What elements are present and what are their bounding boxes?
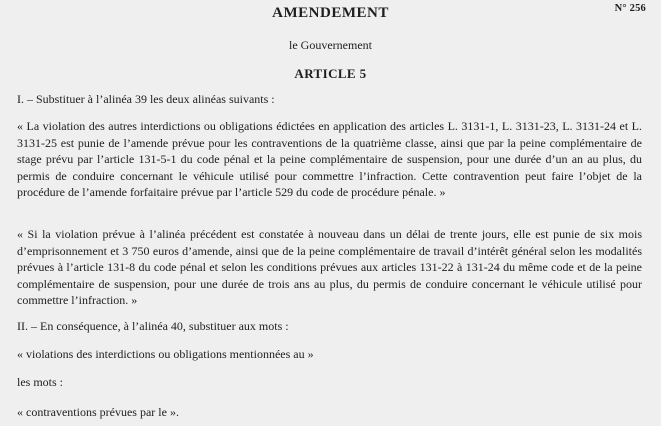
second-substituted-paragraph: « Si la violation prévue à l’alinéa précédent est constatée à nouveau dans un délai de trente jours, elle est punie de six mois d’emprisonnement et 3 750 euros d’amende, ainsi que de la peine complémentaire de travail d’intérêt général selon les modalités prévues à l’article 131-8 du code pénal et selon les conditions prévues aux articles 131-22 à 131-24 du même code et de la peine complémentaire de suspension, pour une durée de trois ans au plus, du permis de conduire concernant le véhicule utilisé pour commettre l’infraction. » <box>17 227 642 307</box>
first-substituted-paragraph: « La violation des autres interdictions ou obligations édictées en application des articles L. 3131-1, L. 3131-23, L. 3131-24 et L. 3131-25 est punie de l’amende prévue pour les contraventions de la quatrième classe, ainsi que par la peine complémentaire de stage prévu par l’article 131-5-1 du code pénal et la peine complémentaire de suspension, pour une durée d’un an au plus, du permis de conduire concernant le véhicule utilisé pour commettre l’infraction. Cette contravention peut faire l’objet de la procédure de l’amende forfaitaire prévue par l’article 529 du code de procédure pénale. » <box>17 119 642 199</box>
section-two-intro: II. – En conséquence, à l’alinéa 40, substituer aux mots : <box>17 319 289 333</box>
amendment-author: le Gouvernement <box>289 38 372 52</box>
article-heading: ARTICLE 5 <box>294 66 367 81</box>
document-title: AMENDEMENT <box>272 5 389 21</box>
amendment-number: N° 256 <box>614 3 646 14</box>
section-one-intro: I. – Substituer à l’alinéa 39 les deux alinéas suivants : <box>17 92 275 106</box>
replaced-words-quote: « violations des interdictions ou obligations mentionnées au » <box>17 347 314 361</box>
les-mots-label: les mots : <box>17 375 64 389</box>
new-words-quote: « contraventions prévues par le ». <box>17 405 179 419</box>
